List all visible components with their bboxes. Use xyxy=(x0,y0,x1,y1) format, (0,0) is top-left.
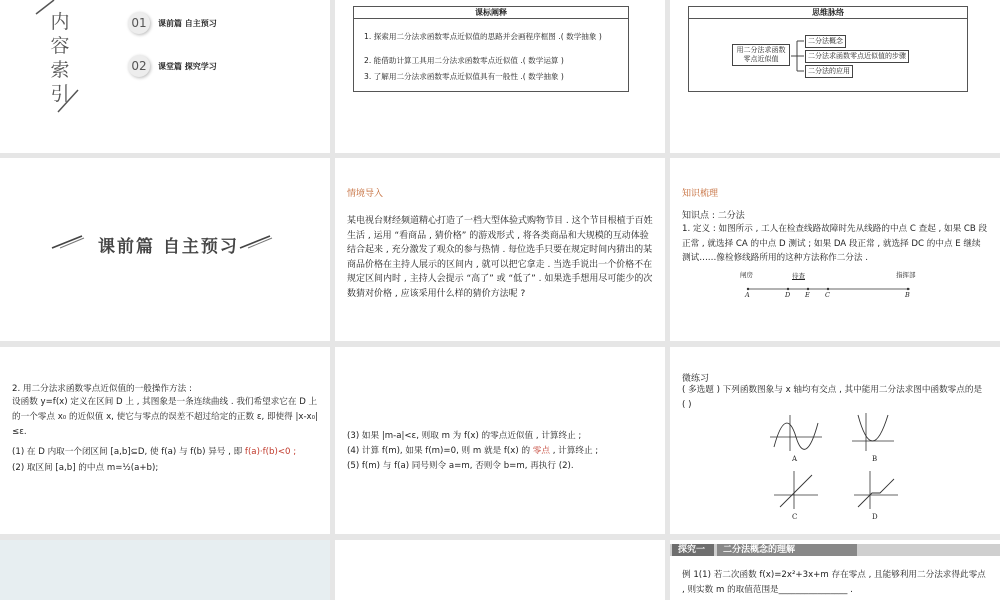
knowledge-heading: 知识梳理 xyxy=(682,189,719,199)
explore-example: 例 1(1) 若二次函数 f(x)=2x²+3x+m 存在零点 , 且能够利用二分法求得此零点 , 则实数 m 的取值范围是________________ . xyxy=(682,570,986,595)
steps-step1 xyxy=(12,445,296,457)
steps-step4 xyxy=(347,444,598,456)
steps-step1-answer: f(a)·f(b)<0 ; xyxy=(244,447,297,457)
standards-box xyxy=(353,6,629,92)
graph-label: A xyxy=(792,455,798,463)
line-label: 闸房 xyxy=(740,271,753,279)
steps-step1-text: (1) 在 D 内取一个闭区间 [a,b]⊆D, 使 f(a) 与 f(b) 异号 , 即 xyxy=(12,447,243,457)
toc-char: 内 xyxy=(50,11,70,33)
line-point: A xyxy=(745,291,750,299)
decor-slash-right xyxy=(240,234,274,250)
steps-step4-text: (4) 计算 f(m), 如果 f(m)=0, 则 m 就是 f(x) 的 xyxy=(347,446,531,456)
slide-toc xyxy=(0,0,330,153)
slide-blank-left xyxy=(0,540,330,600)
slide-steps-cont xyxy=(335,347,665,534)
line-point: D xyxy=(785,291,791,299)
slide-knowledge xyxy=(670,158,1000,341)
explore-title: 二分法概念的理解 xyxy=(717,544,857,556)
slide-blank-middle xyxy=(335,540,665,600)
graph-b xyxy=(850,411,896,453)
slide-standards xyxy=(335,0,665,153)
line-label: 指挥部 xyxy=(896,271,916,279)
mindmap-branch: 二分法的应用 xyxy=(805,65,853,78)
exercise-question: ( 多选题 ) 下列函数图象与 x 轴均有交点 , 其中能用二分法求图中函数零点的是 ( ) xyxy=(682,385,983,410)
steps-step5: (5) f(m) 与 f(a) 同号则令 a=m, 否则令 b=m, 再执行 (2). xyxy=(347,461,574,471)
toc-num-badge: 01 xyxy=(128,12,150,34)
intro-paragraph: 某电视台财经频道精心打造了一档大型体验式购物节目 . 这个节目根植于百姓生活 , 运用 “看商品 , 猜价格” 的游戏形式 , 将各类商品和大规模的互动体验结合起来 , 充分激发了观众的参与热情 . 每位选手只要在规定时间内猜出的某商品价格在主持人展示的区间内 , 就可以把它拿走 . 当选手说出一个价格不在规定区间内时 , 主持人会提示 “高了” 或 “低了” . 如果选手想用尽可能少的次数猜对价格 , 应该采用什么样的猜价方法呢 ? xyxy=(347,216,653,299)
mindmap-connector xyxy=(791,40,805,74)
slide-exercise xyxy=(670,347,1000,534)
mindmap-header: 思维脉络 xyxy=(689,7,967,19)
exercise-heading: 微练习 xyxy=(682,374,710,384)
graph-label: B xyxy=(872,455,878,463)
standards-item: 2. 能借助计算工具用二分法求函数零点近似值 .( 数学运算 ) xyxy=(364,56,564,65)
standards-header: 课标阐释 xyxy=(354,7,628,19)
toc-char: 索 xyxy=(50,59,70,81)
graph-c xyxy=(772,469,820,511)
decor-slash-left xyxy=(52,234,86,250)
graph-d xyxy=(852,469,900,511)
mindmap-root: 用二分法求函数零点近似值 xyxy=(732,44,790,66)
slide-intro xyxy=(335,158,665,341)
mindmap-branch: 二分法概念 xyxy=(805,35,846,48)
slide-steps xyxy=(0,347,330,534)
steps-intro: 设函数 y=f(x) 定义在区间 D 上 , 其图象是一条连续曲线 . 我们希望求它在 D 上的一个零点 x₀ 的近似值 x, 使它与零点的误差不超过给定的正数 ε, 即使得 |x-x₀|≤ε. xyxy=(12,397,318,437)
steps-step4-answer: 零点 xyxy=(532,446,550,456)
line-point: E xyxy=(805,291,810,299)
steps-step3: (3) 如果 |m-a|<ε, 则取 m 为 f(x) 的零点近似值 , 计算终止 ; xyxy=(347,431,582,441)
section-title: 课前篇 自主预习 xyxy=(98,237,239,257)
line-point: C xyxy=(825,291,830,299)
knowledge-definition: 1. 定义 : 如图所示 , 工人在检查线路故障时先从线路的中点 C 查起 , 如果 CB 段正常 , 就选择 CA 的中点 D 测试 ; 如果 DA 段正常 , 就选择 DC 的中点 E 继续测试……像检修线路所用的这种方法称作二分法 . xyxy=(682,224,988,264)
toc-char: 容 xyxy=(50,35,70,57)
graph-label: C xyxy=(792,513,798,521)
decor-slash-bottom xyxy=(58,84,82,114)
steps-step2: (2) 取区间 [a,b] 的中点 m=½(a+b); xyxy=(12,463,159,473)
graph-label: D xyxy=(872,513,878,521)
toc-num-badge: 02 xyxy=(128,55,150,77)
graph-a xyxy=(768,413,824,453)
standards-item: 3. 了解用二分法求函数零点近似值具有一般性 .( 数学抽象 ) xyxy=(364,72,564,81)
knowledge-point: 知识点 : 二分法 xyxy=(682,211,745,221)
slide-section-title xyxy=(0,158,330,341)
mindmap-box xyxy=(688,6,968,92)
toc-char: 引 xyxy=(50,83,70,105)
line-label: 待查 xyxy=(792,272,805,280)
steps-step4-end: , 计算终止 ; xyxy=(552,446,599,456)
steps-title: 2. 用二分法求函数零点近似值的一般操作方法 : xyxy=(12,384,192,394)
standards-item: 1. 探索用二分法求函数零点近似值的思路并会画程序框图 .( 数学抽象 ) xyxy=(364,32,602,41)
intro-heading: 情境导入 xyxy=(347,189,384,199)
mindmap-branch: 二分法求函数零点近似值的步骤 xyxy=(805,50,909,63)
line-point: B xyxy=(905,291,910,299)
toc-item-label: 课堂篇 探究学习 xyxy=(158,62,217,71)
slide-explore xyxy=(670,540,1000,600)
explore-tag: 探究一 xyxy=(672,544,714,556)
slide-mindmap xyxy=(670,0,1000,153)
toc-item-label: 课前篇 自主预习 xyxy=(158,19,217,28)
